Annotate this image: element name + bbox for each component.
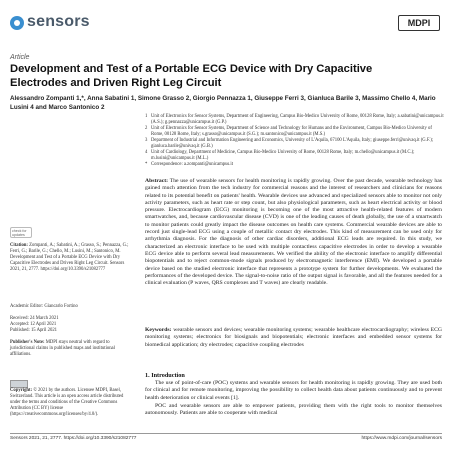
publisher-note — [10, 340, 130, 358]
abstract-text: The use of wearable sensors for health monitoring is rapidly growing. Over the past decade, wearable technology has gained much attention from the tech industry for commercial reasons and the interest of researchers and clinicians for reasons related to its potential benefit on patients' health. Wearable devices use advanced and specialized sensors able to monitor not only activity parameters, such as heart rate or step count, but also physiological parameters, such as heart electrical activity or blood pressure. Electrocardiogram (ECG) monitoring is becoming one of the most attractive health-related features of modern smartwatches, and, because cardiovascular disease (CVD) is one of the leading causes of death globally, the use of a smartwatch to monitor patients could greatly impact the disease outcomes on health care systems. Commercial wearable devices are able to record just single-lead ECG using a couple of metallic contact dry electrodes. This kind of measurement can be used only for arrhythmia diagnosis. For the diagnosis of other cardiac disorders, additional ECG leads are required. In this study, we characterized an electronic interface to be used with multiple contactless capacitive electrodes in order to develop a wearable ECG device able to perform several lead measurements. We verified the ability of the electronic interface to amplify differential biopotentials and to reject common-mode signals produced by electromagnetic interference (EMI). We developed a portable device based on the studied electronic interface that represents a prototype system for further developments. We evaluated the performances of the developed device. The signal-to-noise ratio of the output signal is favorable, and all the features needed for a clinical evaluation (P waves, QRS complexes and T waves) are clearly readable. — [145, 178, 442, 287]
keywords — [145, 327, 442, 349]
keywords-label: Keywords: — [145, 327, 172, 333]
publisher-note-label: Publisher's Note: — [10, 340, 45, 345]
correspondence[interactable]: * Correspondence: a.zompanti@unicampus.it — [145, 162, 234, 168]
affiliation-item: 4 Unit of Cardiology, Department of Medicine, Campus Bio-Medico University of Rome, 00128 Rome, Italy; m.chello@unicampus.it (M.C.); m.lusini@unicampus.it (M.L.) — [145, 150, 415, 162]
footer-citation[interactable]: Sensors 2021, 21, 2777. https://doi.org/10.3390/s21082777 — [10, 436, 137, 441]
footer-journal-link[interactable]: https://www.mdpi.com/journal/sensors — [361, 436, 442, 441]
affiliation-item: 1 Unit of Electronics for Sensor Systems, Department of Engineering, Campus Bio-Medico University of Rome, 00128 Rome, Italy; a.sabatini@unicampus.it (A.S.); g.pennazza@unicampus.it (G.P.) — [145, 114, 444, 125]
copyright-label: Copyright: — [10, 388, 33, 393]
introduction-body — [145, 380, 442, 418]
paragraph: POC and wearable sensors are able to empower patients, providing them with the right tools to monitor themselves autonomously. Patients are able to cooperate with medical — [145, 402, 442, 417]
copyright-notice — [10, 388, 130, 418]
affiliations — [145, 114, 445, 169]
abstract-label: Abstract: — [145, 178, 169, 184]
published-date: Published: 15 April 2021 — [10, 328, 58, 333]
keywords-text: wearable sensors and devices; wearable monitoring systems; wearable healthcare electrocardiography; wireless ECG monitoring systems; electronics for biosignals and biopotentials; electronic interfaces and embedded sensor systems for biomedical application; dry electrodes; capacitive coupling electrodes — [145, 327, 442, 348]
citation-block — [10, 243, 130, 273]
affiliation-item: 3 Department of Industrial and Information Engineering and Economics, University of L'Aquila, 67100 L'Aquila, Italy; giuseppe.ferri@univaq.it (G.F.); gianluca.barile@univaq.it (G.B.) — [145, 138, 434, 150]
accepted-date: Accepted: 12 April 2021 — [10, 322, 57, 327]
publisher-note-text: MDPI stays neutral with regard to jurisdictional claims in published maps and institutional affiliations. — [10, 340, 115, 357]
cc-license-icon[interactable] — [10, 380, 28, 388]
journal-logo-icon — [10, 16, 24, 30]
copyright-text: © 2021 by the authors. Licensee MDPI, Basel, Switzerland. This article is an open access article distributed under the terms and conditions of the Creative Commons Attribution (CC BY) license (https://creativecommons.org/licenses/by/4.0/). — [10, 388, 124, 417]
publication-dates — [10, 316, 130, 334]
citation-text[interactable]: Zompanti, A.; Sabatini, A.; Grasso, S.; Pennazza, G.; Ferri, G.; Barile, G.; Chello, M.; Lusini, M.; Santonico, M. Development and Test of a Portable ECG Device with Dry Capacitive Electrodes and Driven Right Leg Circuit. Sensors 2021, 21, 2777. https://doi.org/10.3390/s21082777 — [10, 243, 129, 272]
paragraph: The use of point-of-care (POC) systems and wearable sensors for health monitoring is rapidly growing. They are used both for clinical and for remote monitoring, improving the possibility to collect health data about patients continuously and to prevent health deterioration or clinical events [1]. — [145, 380, 442, 401]
author-list: Alessandro Zompanti 1,*, Anna Sabatini 1, Simone Grasso 2, Giorgio Pennazza 1, Giuseppe Ferri 3, Gianluca Barile 3, Massimo Chello 4, Mario Lusini 4 and Marco Santonico 2 — [10, 95, 436, 111]
received-date: Received: 24 March 2021 — [10, 316, 59, 321]
journal-name[interactable]: sensors — [27, 13, 90, 30]
academic-editor: Academic Editor: Giancarlo Fortino — [10, 304, 78, 309]
article-title: Development and Test of a Portable ECG Device with Dry Capacitive Electrodes and Driven Right Leg Circuit — [10, 63, 373, 89]
section-heading: 1. Introduction — [145, 372, 185, 379]
affiliation-item: 2 Unit of Electronics for Sensor Systems, Department of Science and Technology for Humans and the Environment, Campus Bio-Medico University of Rome, 00128 Rome, Italy; s.grasso@unicampus.it (S.G.); m.santonico@unicampus.it (M.S.) — [145, 126, 432, 138]
publisher-logo[interactable]: MDPI — [398, 15, 440, 31]
check-updates-badge[interactable]: check for updates — [10, 227, 32, 238]
article-type: Article — [10, 54, 30, 61]
footer-divider — [10, 433, 442, 434]
abstract — [145, 178, 442, 287]
citation-label: Citation: — [10, 243, 28, 248]
